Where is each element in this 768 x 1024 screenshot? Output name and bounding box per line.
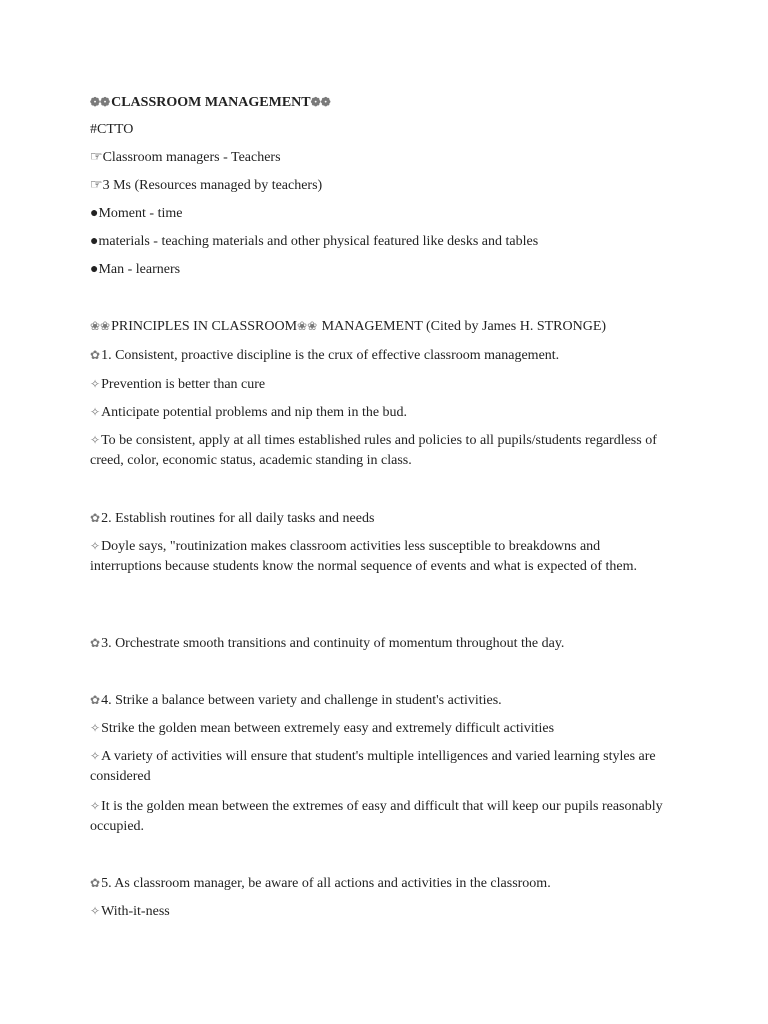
principle-2-sub-1 [90, 536, 665, 577]
principle-1-sub-1 [90, 374, 265, 395]
principle-5-title [90, 873, 551, 894]
principle-4-title [90, 690, 502, 711]
bullet-materials [90, 232, 538, 252]
bullet-icon: ● [90, 234, 99, 249]
principle-1-sub-2-text: Anticipate potential problems and nip them in the bud. [101, 405, 408, 420]
flower-number-icon: ✿ [90, 348, 101, 362]
bullet-moment [90, 204, 182, 224]
bullet-icon: ● [90, 206, 99, 221]
principle-1-sub-3 [90, 430, 665, 471]
principle-1-sub-1-text: Prevention is better than cure [101, 377, 266, 392]
document-title [90, 92, 332, 113]
bullet-materials-text: materials - teaching materials and other physical featured like desks and tables [98, 234, 539, 249]
flower-number-icon: ✿ [90, 876, 101, 890]
principle-4-sub-1-text: Strike the golden mean between extremely easy and extremely difficult activities [101, 721, 555, 736]
principle-5-title-text: 5. As classroom manager, be aware of all actions and activities in the classroom. [101, 876, 551, 891]
principle-1-title [90, 345, 559, 366]
title-text: CLASSROOM MANAGEMENT [111, 95, 311, 110]
principle-2-title-text: 2. Establish routines for all daily tasks and needs [101, 511, 375, 526]
sparkle-icon: ✧ [90, 799, 101, 813]
sparkle-icon: ✧ [90, 539, 101, 553]
bullet-man [90, 260, 180, 280]
principle-2-sub-1-text: Doyle says, "routinization makes classroom activities less susceptible to breakdowns and interruptions because students know the normal sequence of events and what is expected of them. [90, 539, 638, 574]
principle-4-sub-2 [90, 746, 665, 787]
flower-icon: ❁❁ [90, 95, 111, 109]
sparkle-icon: ✧ [90, 377, 101, 391]
principle-3-title-text: 3. Orchestrate smooth transitions and continuity of momentum throughout the day. [101, 636, 565, 651]
flower-icon: ❁❁ [310, 95, 331, 109]
principle-1-sub-3-text: To be consistent, apply at all times established rules and policies to all pupils/students regardless of creed, color, economic status, academic standing in class. [90, 433, 657, 468]
principle-3-title [90, 633, 564, 654]
sparkle-icon: ✧ [90, 405, 101, 419]
principles-heading-part2: MANAGEMENT (Cited by James H. STRONGE) [318, 319, 607, 334]
pointing-hand-icon: ☞ [90, 150, 103, 165]
pointing-hand-icon: ☞ [90, 178, 103, 193]
principles-heading [90, 316, 606, 337]
principles-heading-part1: PRINCIPLES IN CLASSROOM [111, 319, 298, 334]
principle-2-title [90, 508, 374, 529]
intro-line-managers-text: Classroom managers - Teachers [102, 150, 281, 165]
bullet-icon: ● [90, 262, 99, 277]
principle-4-sub-3-text: It is the golden mean between the extremes of easy and difficult that will keep our pupils reasonably occupied. [90, 799, 663, 834]
sparkle-icon: ✧ [90, 721, 101, 735]
principle-4-sub-3 [90, 796, 665, 837]
bullet-man-text: Man - learners [98, 262, 181, 277]
flower-number-icon: ✿ [90, 693, 101, 707]
sparkle-icon: ✧ [90, 904, 101, 918]
principle-1-sub-2 [90, 402, 407, 423]
flower-number-icon: ✿ [90, 636, 101, 650]
intro-line-managers [90, 148, 281, 168]
rose-icon: ❀❀ [90, 319, 111, 333]
ctto-tag: #CTTO [90, 122, 134, 137]
principle-4-sub-2-text: A variety of activities will ensure that student's multiple intelligences and varied learning styles are considered [90, 749, 656, 784]
principle-4-title-text: 4. Strike a balance between variety and challenge in student's activities. [101, 693, 502, 708]
intro-line-3ms [90, 176, 322, 196]
flower-number-icon: ✿ [90, 511, 101, 525]
principle-4-sub-1 [90, 718, 554, 739]
sparkle-icon: ✧ [90, 433, 101, 447]
intro-line-3ms-text: 3 Ms (Resources managed by teachers) [102, 178, 323, 193]
principle-5-sub-1 [90, 901, 170, 922]
bullet-moment-text: Moment - time [98, 206, 183, 221]
principle-5-sub-1-text: With-it-ness [101, 904, 170, 919]
principle-1-title-text: 1. Consistent, proactive discipline is the crux of effective classroom management. [101, 348, 560, 363]
sparkle-icon: ✧ [90, 749, 101, 763]
rose-icon: ❀❀ [297, 319, 318, 333]
